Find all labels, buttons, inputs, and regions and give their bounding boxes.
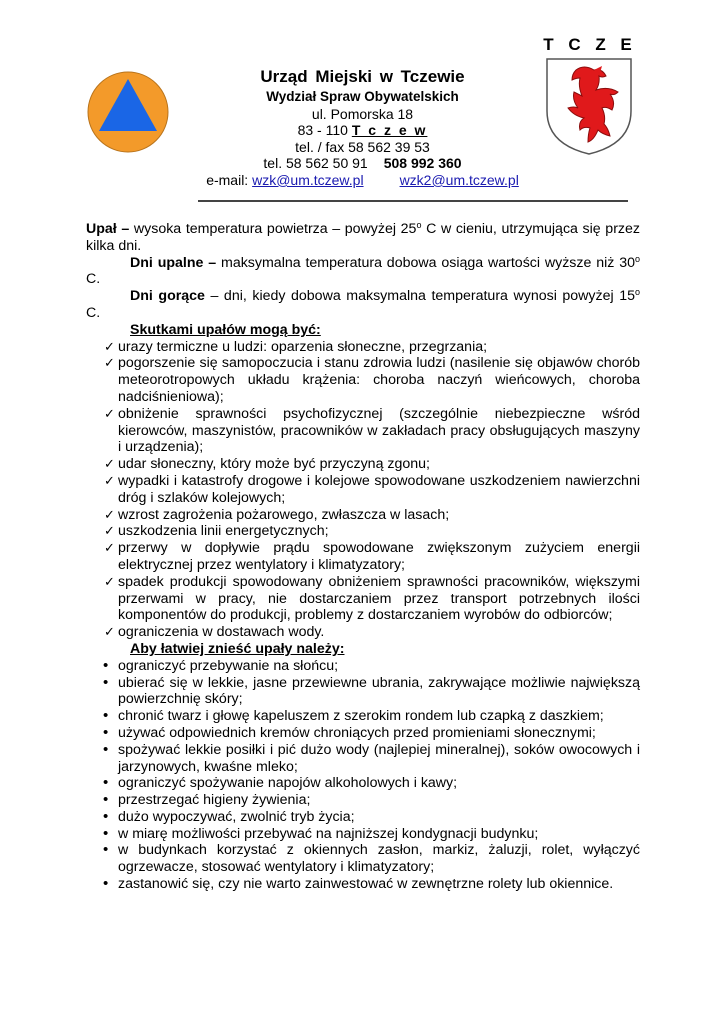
list-item: ✓ wypadki i katastrofy drogowe i kolejowe spowodowane uszkodzeniem nawierzchni dróg i szlaków kolejowych; [86,473,640,507]
department-name: Wydział Spraw Obywatelskich [266,89,459,105]
postal-code: 83 - 110 [297,122,348,139]
org-name: Urząd Miejski w Tczewie [260,67,465,86]
email-link-1[interactable]: wzk@um.tczew.pl [252,171,364,188]
list-item: • ograniczyć spożywanie napojów alkoholowych i kawy; [86,775,640,792]
list-item: • dużo wypoczywać, zwolnić tryb życia; [86,809,640,826]
list-item: ✓ przerwy w dopływie prądu spowodowane zwiększonym zużyciem energii elektrycznej przez wentylatory i klimatyzatory; [86,540,640,574]
list-item: • zastanowić się, czy nie warto zainwestować w zewnętrzne rolety lub okiennice. [86,876,640,893]
list-item: • chronić twarz i głowę kapeluszem z szerokim rondem lub czapką z daszkiem; [86,708,640,725]
list-item: ✓ pogorszenie się samopoczucia i stanu zdrowia ludzi (nasilenie się objawów chorób meteorotropowych układu krążenia: choroba naczyń wieńcowych, choroba nadciśnieniowa); [86,355,640,405]
definition-text: maksymalna temperatura dobowa osiąga wartości wyższe niż 30 [216,254,635,271]
effects-list [86,339,640,641]
tel-fax: tel. / fax 58 562 39 53 [295,138,430,155]
list-item: • w budynkach korzystać z okiennych zasłon, markiz, żaluzji, rolet, wyłączyć ogrzewacze, stosować wentylatory i klimatyzatory; [86,842,640,876]
definition-text: wysoka temperatura powietrza – powyżej 25 [129,221,417,237]
term-upal: Upał – [86,221,130,237]
term-dni-upalne: Dni upalne – [130,254,217,271]
definition-dni-upalne [86,255,640,289]
phone-number: tel. 58 562 50 91 [263,155,368,172]
list-item: ✓ uszkodzenia linii energetycznych; [86,523,640,540]
effects-heading: Skutkami upałów mogą być: [130,321,321,338]
definition-text: – dni, kiedy dobowa maksymalna temperatura wynosi powyżej 15 [204,288,635,305]
list-item: ✓ obniżenie sprawności psychofizycznej (szczególnie niebezpieczne wśród kierowców, maszynistów, pracowników w zakładach pracy obsługujących maszyny i urządzenia); [86,406,640,456]
degree-sup: o [416,220,422,230]
list-item: ✓ ograniczenia w dostawach wody. [86,624,640,641]
list-item: • przestrzegać higieny żywienia; [86,792,640,809]
degree-sup: o [634,287,640,298]
list-item: • spożywać lekkie posiłki i pić dużo wody (najlepiej mineralnej), soków owocowych i jarzynowych, kwaśne mleko; [86,742,640,776]
list-item: ✓ wzrost zagrożenia pożarowego, zwłaszcza w lasach; [86,507,640,524]
list-item: • ograniczyć przebywanie na słońcu; [86,658,640,675]
email-label: e-mail: [206,171,249,188]
phone-line [150,155,575,172]
advice-heading: Aby łatwiej znieść upały należy: [130,640,345,657]
postal-line [150,122,575,139]
postal-city: T c z e w [351,122,428,139]
email-line [150,172,575,189]
street-address: ul. Pomorska 18 [311,105,414,122]
organization-header [150,67,575,188]
advice-list [86,658,640,893]
definition-dni-gorace [86,288,640,322]
definition-text-end: C w cieniu, utrzymująca się przez kilka dni. [86,221,641,254]
list-item: • ubierać się w lekkie, jasne przewiewne ubrania, zakrywające możliwie największą powierzchnię skóry; [86,675,640,709]
city-name: T C Z E [543,35,637,54]
definition-upal [86,221,640,255]
email-link-2[interactable]: wzk2@um.tczew.pl [399,171,519,188]
definition-text-end: C. [86,271,101,288]
list-item: ✓ urazy termiczne u ludzi: oparzenia słoneczne, przegrzania; [86,339,640,356]
list-item: ✓ spadek produkcji spowodowany obniżeniem sprawności pracowników, większymi przerwami w pracy, nie dostarczaniem przez transport potrzebnych ilości komponentów do produkcji, problemy z dostarczaniem wyrobów do odbiorców; [86,574,640,624]
list-item: • używać odpowiednich kremów chroniących przed promieniami słonecznymi; [86,725,640,742]
document-body [86,221,640,893]
degree-sup: o [634,253,640,264]
list-item: ✓ udar słoneczny, który może być przyczyną zgonu; [86,456,640,473]
mobile-number: 508 992 360 [383,155,462,172]
term-dni-gorace: Dni gorące [130,288,205,305]
header-divider [198,200,628,202]
definition-text-end: C. [86,304,101,321]
list-item: • w miarę możliwości przebywać na najniższej kondygnacji budynku; [86,826,640,843]
